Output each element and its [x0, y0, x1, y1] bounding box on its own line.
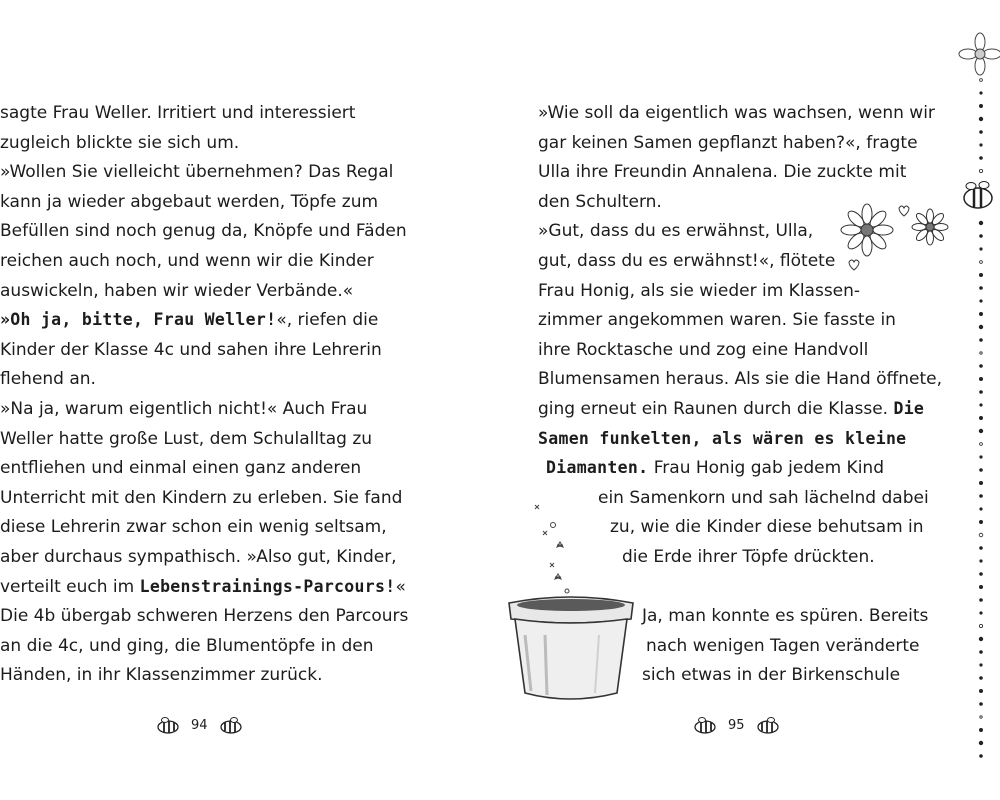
border-dot	[980, 339, 983, 342]
text-span: »Na ja, warum eigentlich nicht!« Auch Frau	[0, 399, 368, 419]
border-dot	[980, 404, 982, 406]
text-span: Kinder der Klasse 4c und sahen ihre Lehrerin	[0, 339, 382, 360]
text-span: verteilt euch im	[0, 576, 140, 597]
text-line	[0, 161, 393, 183]
text-line	[538, 368, 942, 390]
text-line	[0, 339, 382, 361]
border-dot	[980, 716, 982, 718]
text-line	[642, 664, 900, 686]
border-dot	[980, 599, 983, 602]
text-span: Händen, in ihr Klassenzimmer zurück.	[0, 665, 323, 686]
text-line	[538, 220, 813, 242]
border-dot	[979, 416, 982, 419]
text-line	[622, 546, 875, 568]
border-dot	[979, 533, 983, 537]
text-line	[0, 280, 353, 302]
text-span: Frau Honig gab jedem Kind	[648, 458, 884, 479]
text-span: ein Samenkorn und sah lächelnd dabei	[598, 487, 929, 508]
border-dot	[980, 573, 983, 576]
text-span: Blumensamen heraus. Als sie die Hand öffnete,	[538, 369, 942, 390]
border-dot	[980, 365, 983, 368]
border-dot	[980, 92, 982, 94]
border-dot	[979, 325, 983, 329]
text-line	[538, 161, 906, 183]
text-span: entfliehen und einmal einen ganz anderen	[0, 458, 362, 479]
border-dot	[980, 664, 982, 666]
text-span: kann ja wieder abgebaut werden, Töpfe zum	[0, 191, 379, 212]
border-dot	[980, 157, 983, 160]
text-span: aber durchaus sympathisch. »Also gut, Kinder,	[0, 547, 397, 567]
border-dot	[980, 144, 982, 146]
border-dot	[980, 677, 983, 680]
border-dot	[980, 131, 983, 134]
text-line	[0, 191, 378, 213]
text-span: die Erde ihrer Töpfe drückten.	[622, 547, 875, 567]
text-line	[0, 516, 387, 538]
text-line	[546, 457, 884, 479]
bee-icon	[218, 716, 244, 734]
text-span: »Gut, dass du es erwähnst, Ulla,	[538, 221, 814, 242]
text-span: Weller hatte große Lust, dem Schulalltag zu	[0, 428, 373, 449]
text-span: reichen auch noch, und wenn wir die Kinder	[0, 251, 374, 271]
border-dot	[979, 624, 982, 627]
text-line	[0, 368, 96, 390]
bee-illustration	[964, 182, 992, 209]
border-dot	[979, 520, 982, 523]
border-dot	[980, 703, 983, 706]
border-dot	[980, 79, 983, 82]
text-line	[538, 102, 935, 124]
emphasized-text: Diamanten.	[546, 458, 649, 478]
border-dot	[979, 221, 983, 225]
border-dot	[980, 352, 982, 354]
text-span: auswickeln, haben wir wieder Verbände.«	[0, 280, 354, 301]
text-span: ging erneut ein Raunen durch die Klasse.	[538, 399, 894, 419]
border-dot	[980, 235, 983, 238]
text-line	[646, 635, 920, 657]
border-dot	[979, 585, 982, 588]
text-line	[538, 309, 896, 331]
border-dot	[979, 637, 983, 641]
border-dot	[979, 728, 982, 731]
border-dot	[980, 443, 983, 446]
daisy-flowers-illustration	[835, 198, 955, 278]
border-dot	[980, 508, 982, 510]
text-span: Ulla ihre Freundin Annalena. Die zuckte mit	[538, 162, 907, 183]
border-dot	[980, 391, 983, 394]
text-line	[0, 102, 355, 124]
border-dot	[979, 377, 982, 380]
text-span: zimmer angekommen waren. Sie fasste in	[538, 310, 896, 331]
border-dot	[979, 273, 982, 276]
text-line	[538, 339, 868, 361]
text-line	[0, 576, 406, 598]
text-span: zu, wie die Kinder diese behutsam in	[610, 517, 924, 538]
text-span: «, riefen die	[276, 310, 379, 331]
text-line	[0, 487, 402, 509]
text-span: Frau Honig, als sie wieder im Klassen-	[538, 280, 861, 301]
bee-icon	[692, 716, 718, 734]
border-dot	[980, 651, 983, 654]
border-dot	[980, 456, 982, 458]
border-dot	[979, 741, 983, 745]
text-line	[0, 605, 408, 627]
page-number: 94	[191, 717, 208, 733]
text-span: nach wenigen Tagen veränderte	[646, 635, 920, 656]
text-span: Die 4b übergab schweren Herzens den Parcours	[0, 606, 409, 627]
decorative-dotted-border	[955, 30, 1000, 770]
border-dot	[980, 560, 982, 562]
border-dot	[979, 429, 983, 433]
text-line	[538, 250, 835, 272]
text-span: »Wie soll da eigentlich was wachsen, wenn wir	[538, 103, 935, 123]
text-span: gar keinen Samen gepflanzt haben?«, fragte	[538, 132, 918, 153]
text-line	[0, 428, 372, 450]
text-line	[538, 132, 918, 154]
border-dot	[980, 612, 982, 614]
text-line	[538, 428, 906, 450]
text-span: flehend an.	[0, 369, 96, 390]
text-line	[642, 605, 928, 627]
text-span: «	[395, 576, 406, 597]
text-span: sagte Frau Weller. Irritiert und interessiert	[0, 103, 356, 123]
text-line	[0, 457, 361, 479]
border-dot	[980, 469, 983, 472]
text-span: Unterricht mit den Kindern zu erleben. Sie fand	[0, 487, 403, 508]
text-line	[0, 309, 378, 331]
border-dot	[979, 169, 982, 172]
border-dot	[980, 300, 982, 302]
text-span: »Wollen Sie vielleicht übernehmen? Das Regal	[0, 162, 394, 183]
bee-icon	[155, 716, 181, 734]
page-number: 95	[728, 717, 745, 733]
border-dot	[979, 104, 982, 107]
left-page-footer	[155, 716, 244, 734]
border-dot	[979, 117, 983, 121]
border-dot	[980, 287, 983, 290]
emphasized-text: Samen funkelten, als wären es kleine	[538, 428, 907, 448]
border-dot	[979, 689, 982, 692]
text-line	[0, 132, 239, 154]
emphasized-text: Die	[893, 399, 925, 418]
text-span: gut, dass du es erwähnst!«, flötete	[538, 251, 836, 271]
right-page-footer	[692, 716, 781, 734]
border-dot	[980, 755, 983, 758]
text-span: diese Lehrerin zwar schon ein wenig seltsam,	[0, 517, 387, 538]
text-line	[538, 191, 662, 213]
emphasized-text: Lebenstrainings-Parcours!	[139, 576, 396, 596]
flower-pot-illustration	[495, 495, 645, 710]
border-dot	[979, 312, 982, 315]
text-line	[598, 487, 929, 509]
border-dot	[979, 481, 982, 484]
border-dot	[980, 261, 983, 264]
border-dot	[980, 248, 982, 250]
text-line	[538, 398, 924, 420]
text-span: an die 4c, und ging, die Blumentöpfe in den	[0, 635, 374, 656]
text-span: Ja, man konnte es spüren. Bereits	[642, 606, 929, 626]
text-span: ihre Rocktasche und zog eine Handvoll	[538, 339, 869, 360]
text-line	[0, 635, 374, 657]
border-dot	[980, 495, 983, 498]
text-line	[610, 516, 924, 538]
text-line	[0, 220, 407, 242]
text-span: zugleich blickte sie sich um.	[0, 132, 240, 153]
text-line	[538, 280, 860, 302]
bee-icon	[755, 716, 781, 734]
text-span: Befüllen sind noch genug da, Knöpfe und Fäden	[0, 221, 407, 242]
text-line	[0, 664, 323, 686]
border-dot	[980, 547, 983, 550]
text-line	[0, 250, 374, 272]
text-span: den Schultern.	[538, 191, 662, 212]
text-line	[0, 546, 397, 568]
text-line	[0, 398, 367, 420]
text-span: sich etwas in der Birkenschule	[642, 665, 901, 686]
emphasized-text: »Oh ja, bitte, Frau Weller!	[0, 310, 277, 330]
